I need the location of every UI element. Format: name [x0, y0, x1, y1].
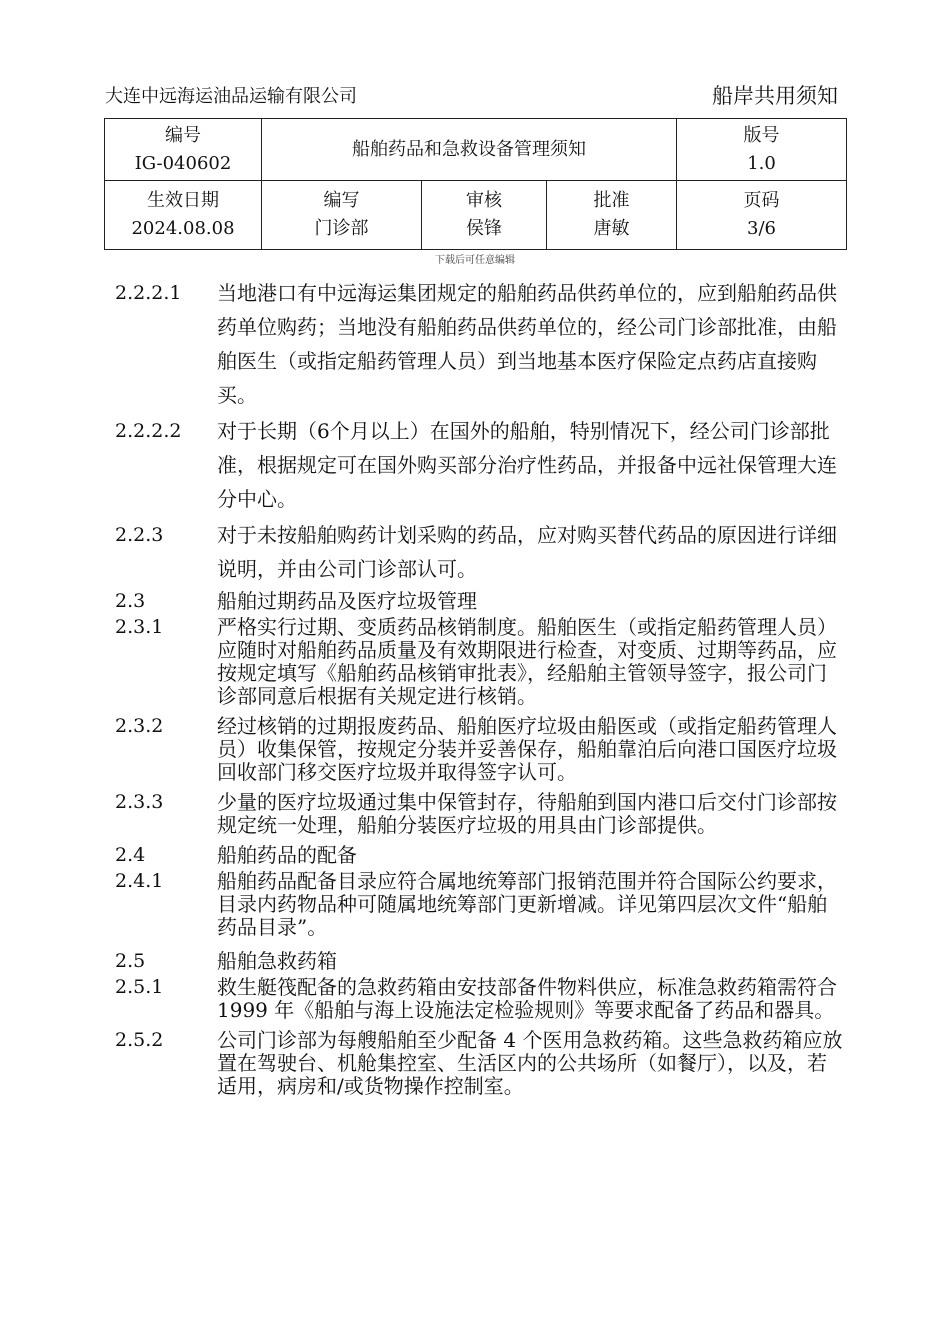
company-name: 大连中远海运油品运输有限公司: [105, 86, 357, 107]
section-text: 经过核销的过期报废药品、船舶医疗垃圾由船医或（或指定船药管理人员）收集保管，按规定分装并妥善保存，船舶靠泊后向港口国医疗垃圾回收部门移交医疗垃圾并取得签字认可。: [217, 714, 837, 784]
section-2-3: [115, 586, 845, 616]
section-heading: 船舶过期药品及医疗垃圾管理: [217, 589, 477, 613]
page-number-label: 页码: [743, 190, 780, 211]
section-number: 2.5.1: [115, 976, 164, 998]
section-text: 船舶药品配备目录应符合属地统筹部门报销范围并符合国际公约要求，目录内药物品种可随属地统筹部门更新增减。详见第四层次文件“船舶药品目录”。: [217, 869, 837, 939]
section-text: 少量的医疗垃圾通过集中保管封存，待船舶到国内港口后交付门诊部按规定统一处理，船舶分装医疗垃圾的用具由门诊部提供。: [217, 790, 837, 837]
section-heading: 船舶药品的配备: [217, 843, 357, 867]
section-2-4: [115, 840, 845, 870]
section-text: 对于长期（6个月以上）在国外的船舶，特别情况下，经公司门诊部批准，根据规定可在国外购买部分治疗性药品，并报备中远社保管理大连分中心。: [217, 419, 837, 511]
section-2-5: [115, 946, 845, 976]
section-number: 2.4.1: [115, 870, 164, 892]
doc-title: 船舶药品和急救设备管理须知: [262, 119, 677, 181]
approver-value: 唐敏: [593, 218, 630, 239]
doc-number-label: 编号: [165, 124, 201, 146]
effective-date-cell: [105, 181, 262, 250]
section-heading: 船舶急救药箱: [217, 949, 337, 973]
section-number: 2.3.1: [115, 616, 164, 638]
version-cell: [677, 119, 847, 181]
author-label: 编写: [323, 190, 360, 211]
section-2-2-2-2: [115, 414, 845, 516]
version-value: 1.0: [747, 152, 776, 174]
reviewer-cell: [422, 181, 547, 250]
document-body: [115, 276, 845, 1098]
author-value: 门诊部: [314, 218, 369, 239]
document-type: 船岸共用须知: [712, 84, 838, 108]
approver-cell: [547, 181, 677, 250]
section-number: 2.3: [115, 590, 146, 612]
page-number-value: 3/6: [747, 218, 776, 239]
section-text: 对于未按船舶购药计划采购的药品，应对购买替代药品的原因进行详细说明，并由公司门诊部认可。: [217, 523, 837, 581]
reviewer-value: 侯锋: [466, 218, 502, 239]
page-number-cell: [677, 181, 847, 250]
section-text: 严格实行过期、变质药品核销制度。船舶医生（或指定船药管理人员）应随时对船舶药品质量及有效期限进行检查，对变质、过期等药品，应按规定填写《船舶药品核销审批表》，经船舶主管领导签字，报公司门诊部同意后根据有关规定进行核销。: [217, 615, 837, 708]
section-2-5-1: [115, 976, 845, 1022]
download-note: 下载后可任意编辑: [435, 255, 515, 266]
document-meta-table: [104, 118, 847, 250]
doc-number-value: IG-040602: [134, 152, 232, 174]
section-2-2-3: [115, 518, 845, 586]
version-label: 版号: [743, 124, 780, 146]
section-text: 救生艇筏配备的急救药箱由安技部备件物料供应，标准急救药箱需符合 1999 年《船舶与海上设施法定检验规则》等要求配备了药品和器具。: [217, 975, 837, 1022]
approver-label: 批准: [593, 190, 630, 211]
section-text: 公司门诊部为每艘船舶至少配备 4 个医用急救药箱。这些急救药箱应放置在驾驶台、机舱集控室、生活区内的公共场所（如餐厅），以及，若适用，病房和/或货物操作控制室。: [217, 1028, 843, 1098]
section-number: 2.2.2.1: [115, 282, 182, 304]
section-number: 2.3.2: [115, 715, 164, 737]
section-number: 2.2.3: [115, 524, 164, 546]
section-text: 当地港口有中远海运集团规定的船舶药品供药单位的，应到船舶药品供药单位购药；当地没有船舶药品供药单位的，经公司门诊部批准，由船舶医生（或指定船药管理人员）到当地基本医疗保险定点药店直接购买。: [217, 281, 837, 407]
section-2-5-2: [115, 1029, 845, 1098]
section-number: 2.4: [115, 844, 146, 866]
section-2-2-2-1: [115, 276, 845, 412]
section-number: 2.5.2: [115, 1029, 164, 1051]
reviewer-label: 审核: [466, 190, 502, 211]
section-2-3-1: [115, 616, 845, 708]
author-cell: [262, 181, 422, 250]
effective-date-value: 2024.08.08: [131, 218, 235, 239]
section-2-4-1: [115, 870, 845, 939]
section-number: 2.2.2.2: [115, 420, 182, 442]
section-number: 2.3.3: [115, 791, 164, 813]
effective-date-label: 生效日期: [147, 190, 219, 211]
section-2-3-3: [115, 791, 845, 837]
section-number: 2.5: [115, 950, 146, 972]
doc-number-cell: [105, 119, 262, 181]
section-2-3-2: [115, 715, 845, 784]
